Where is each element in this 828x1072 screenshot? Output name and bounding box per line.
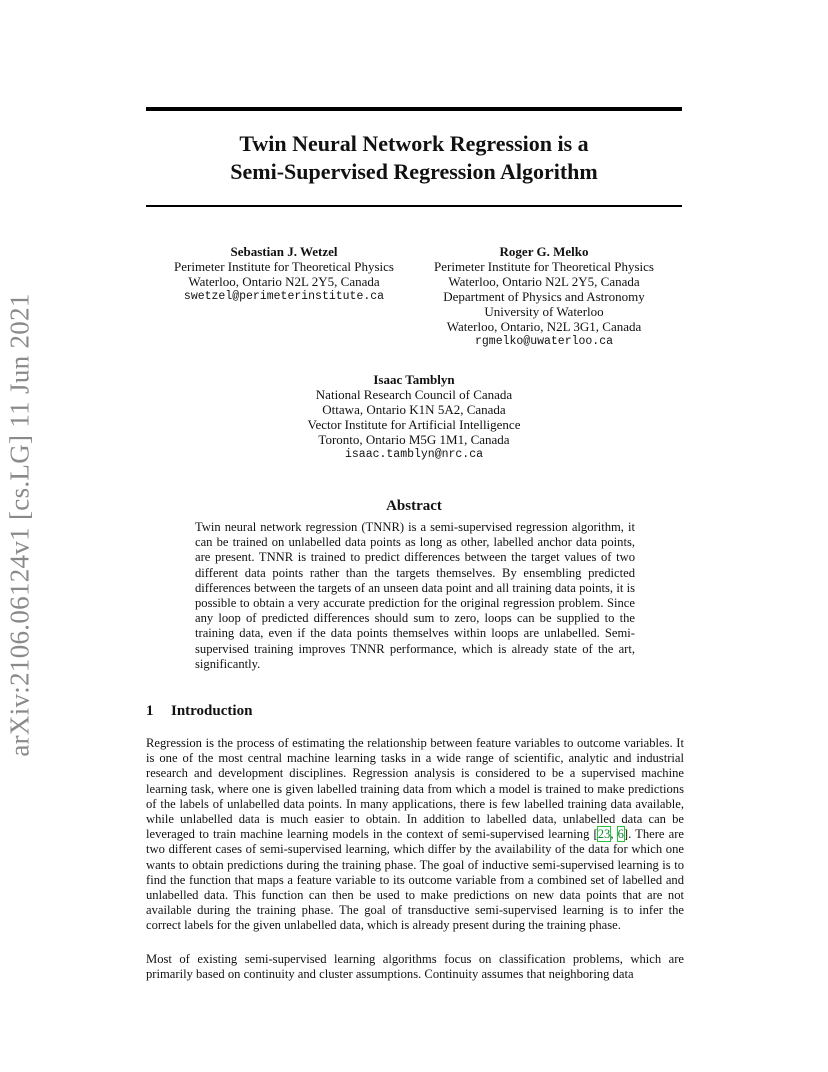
citation-link-23[interactable]: 23	[597, 827, 611, 842]
author-block-wetzel	[166, 244, 402, 304]
section-number: 1	[146, 703, 154, 719]
author-affiliation: Waterloo, Ontario N2L 2Y5, Canada	[188, 274, 380, 289]
author-block-melko	[426, 244, 662, 349]
title-top-rule	[146, 107, 682, 111]
title-bottom-rule	[146, 205, 682, 207]
citation-link-6[interactable]: 6	[617, 827, 624, 842]
abstract-heading: Abstract	[386, 498, 442, 514]
author-affiliation: University of Waterloo	[484, 304, 604, 319]
intro-text-part-2: ]. There are two different cases of semi-supervised learning, which differ by the availability of the data for which one wants to obtain predictions during the training phase. The goal of inductive semi-supervised learning is to find the function that maps a feature variable to its outcome variable from a combined set of labelled and unlabelled data. This function can then be used to make predictions on new data points that are not available during the training phase. The goal of transductive semi-supervised learning is to infer the correct labels for the given unlabelled data, which is already present during the training phase.	[146, 827, 685, 933]
author-email[interactable]: isaac.tamblyn@nrc.ca	[344, 448, 484, 461]
intro-paragraph-2: Most of existing semi-supervised learning algorithms focus on classification problems, which are primarily based on continuity and cluster assumptions. Continuity assumes that neighboring data	[146, 952, 684, 982]
author-affiliation: Waterloo, Ontario, N2L 3G1, Canada	[446, 319, 642, 334]
arxiv-identifier: arXiv:2106.06124v1 [cs.LG] 11 Jun 2021	[4, 293, 35, 757]
author-affiliation: Ottawa, Ontario K1N 5A2, Canada	[322, 402, 506, 417]
author-affiliation: Waterloo, Ontario N2L 2Y5, Canada	[448, 274, 640, 289]
intro-text-part-1: Regression is the process of estimating the relationship between feature variables to outcome variables. It is one of the most central machine learning tasks in a wide range of scientific, analytic and industrial research and development disciplines. Regression analysis is considered to be a supervised machine learning task, where one is given labelled training data from which a model is trained to make predictions of the labels of unlabelled data points. In many applications, there is few labelled training data available, while unlabelled data is much easier to obtain. In addition to labelled data, unlabelled data can be leveraged to train machine learning models in the context of semi-supervised learning [	[146, 736, 684, 842]
author-affiliation: National Research Council of Canada	[315, 387, 513, 402]
author-email[interactable]: swetzel@perimeterinstitute.ca	[183, 290, 385, 303]
title-line-1: Twin Neural Network Regression is a	[239, 131, 589, 156]
author-name: Isaac Tamblyn	[373, 372, 455, 387]
intro-paragraph-1	[146, 736, 684, 934]
author-block-tamblyn	[295, 372, 533, 462]
citation-separator: ,	[610, 827, 618, 842]
author-affiliation: Toronto, Ontario M5G 1M1, Canada	[318, 432, 510, 447]
author-name: Sebastian J. Wetzel	[230, 244, 338, 259]
title-line-2: Semi-Supervised Regression Algorithm	[230, 159, 598, 184]
author-affiliation: Vector Institute for Artificial Intelligence	[307, 417, 521, 432]
author-email[interactable]: rgmelko@uwaterloo.ca	[474, 335, 614, 348]
abstract-text: Twin neural network regression (TNNR) is a semi-supervised regression algorithm, it can be trained on unlabelled data points as long as other, labelled anchor data points, are present. TNNR is trained to predict differences between the target values of two different data points rather than the targets themselves. By ensembling predicted differences between the targets of an unseen data point and all training data points, it is possible to obtain a very accurate prediction for the original regression problem. Since any loop of predicted differences should sum to zero, loops can be supplied to the training data, even if the data points themselves within loops are unlabelled. Semi-supervised training improves TNNR performance, which is already state of the art, significantly.	[195, 520, 635, 671]
author-affiliation: Department of Physics and Astronomy	[443, 289, 645, 304]
section-heading-introduction	[146, 703, 252, 720]
author-affiliation: Perimeter Institute for Theoretical Physics	[174, 259, 394, 274]
section-title: Introduction	[171, 703, 253, 719]
paper-title	[146, 130, 682, 186]
author-affiliation: Perimeter Institute for Theoretical Physics	[434, 259, 654, 274]
author-name: Roger G. Melko	[499, 244, 589, 259]
